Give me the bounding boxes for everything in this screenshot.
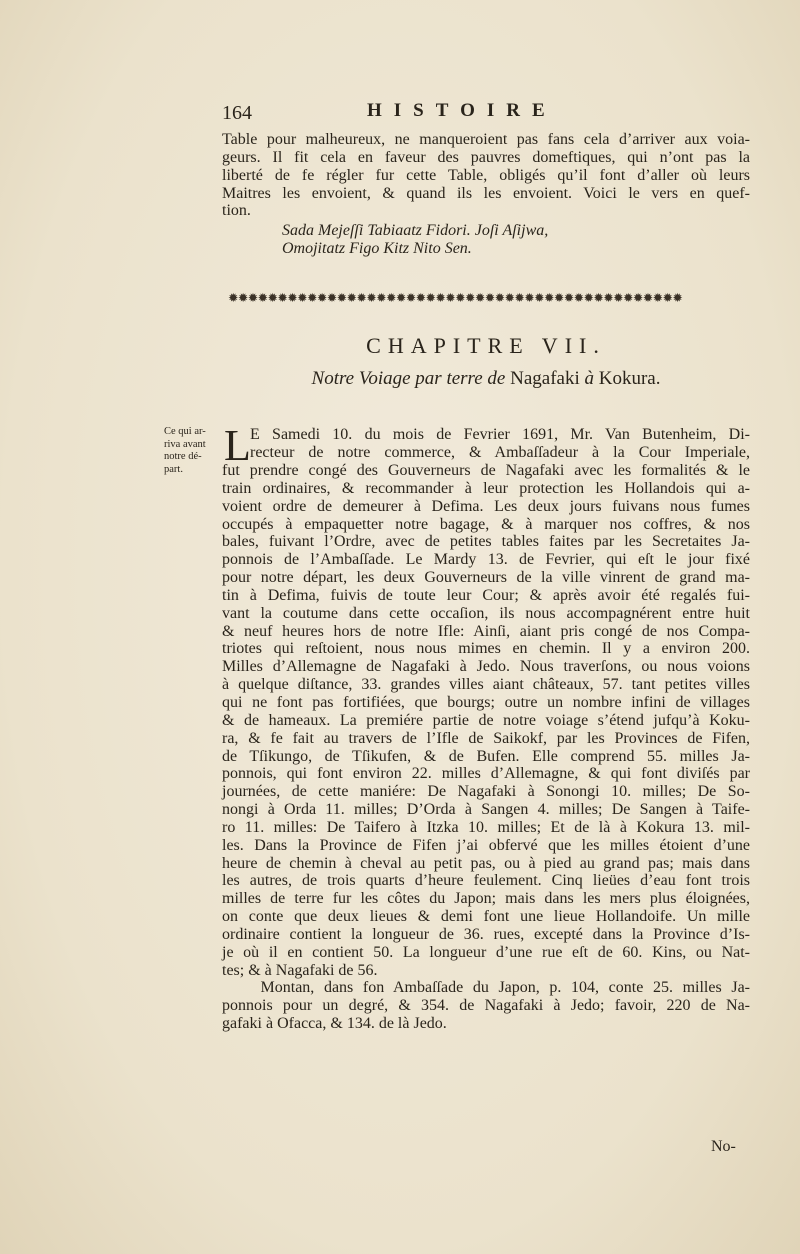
text-line: geurs. Il fit cela en faveur des pauvres domeftiques, qui n’ont pas la [222,148,750,166]
text-line: heure de chemin à cheval au petit pas, ou à pied au grand pas; mais dans [222,854,750,872]
subtitle-place-to: Kokura. [598,368,661,389]
ornament-rule: ✹✹✹✹✹✹✹✹✹✹✹✹✹✹✹✹✹✹✹✹✹✹✹✹✹✹✹✹✹✹✹✹✹✹✹✹✹✹✹✹✹✹✹✹✹✹ [228,291,683,305]
text-line: recteur de notre commerce, & Ambaſſadeur à la Cour Imperiale, [250,443,750,461]
text-line: Maitres les envoient, & quand ils les envoient. Voici le vers en quef- [222,184,750,202]
text-line: les. Dans la Province de Fifen j’ai obfervé que les milles étoient d’une [222,836,750,854]
catchword: No- [711,1138,736,1155]
text-line: tion. [222,202,251,220]
text-line: bales, fuivant l’Ordre, avec de petites tables faites par les Secretaites Ja- [222,533,750,551]
intro-paragraph [222,131,750,220]
text-line: voient ordre de demeurer à Defima. Les deux jours fuivans nous fumes [222,497,750,515]
page-number: 164 [222,102,252,124]
subtitle-place-from: Nagafaki [510,368,580,389]
text-line: tes; & à Nagafaki de 56. [222,961,378,979]
text-line: E Samedi 10. du mois de Fevrier 1691, Mr. Van Butenheim, Di- [250,426,750,443]
subtitle-connector: à [584,368,594,389]
text-line: liberté de fe régler fur cette Table, obligés qu’il font d’aller où leurs [222,166,750,184]
text-line: ro 11. milles: De Taifero à Itzka 10. milles; Et de là à Kokura 13. mil- [222,818,750,836]
text-line: train ordinaires, & recommander à leur protection les Hollandois qui a- [222,479,750,497]
running-head [222,100,762,126]
text-line: ponnois de l’Ambaſſade. Le Mardy 13. de Fevrier, qui eſt le jour fixé [222,551,750,569]
body-paragraph [222,462,750,1033]
text-line: occupés à empaquetter notre bagage, & à marquer nos coffres, & nos [222,515,750,533]
text-line: les autres, de trois quarts d’heure feulement. Cinq lieües d’eau font trois [222,872,750,890]
text-line: pour notre départ, les deux Gouverneurs de la ville vinrent de grand ma- [222,569,750,587]
text-line: à quelque diſtance, 33. grandes villes aiant châteaux, 57. tant petites villes [222,676,750,694]
text-line: je où il en contient 50. La longueur d’une rue eſt de 60. Kins, ou Nat- [222,943,750,961]
text-line: milles de terre fur les côtes du Japon; mais dans les mers plus éloignées, [222,890,750,908]
text-line: nongi à Orda 11. milles; D’Orda à Sangen 4. milles; De Sangen à Taife- [222,801,750,819]
subtitle-italic: Notre Voiage par terre de [311,368,506,389]
text-line: ponnois pour un degré, & 354. de Nagafaki à Jedo; favoir, 220 de Na- [222,997,750,1015]
text-line: de Tſikungo, de Tſikufen, & de Bufen. Elle comprend 55. milles Ja- [222,747,750,765]
verse-line: Omojitatz Figo Kitz Nito Sen. [282,240,472,257]
drop-cap: L [224,421,251,470]
verse-line: Sada Mejeſſi Tabiaatz Fidori. Joſi Aſijwa, [282,222,549,239]
text-line: on conte que deux lieues & demi font une lieue Hollandoife. Un mille [222,908,750,926]
text-line: ra, & fe fait au travers de l’Ifle de Saikokf, par les Provinces de Fifen, [222,729,750,747]
running-head-title: HISTOIRE [367,100,557,121]
chapter-subtitle [222,368,750,390]
text-line: Milles d’Allemagne de Nagafaki à Jedo. Nous traverſons, ou nous voions [222,658,750,676]
text-line: gafaki à Ofacca, & 134. de là Jedo. [222,1015,447,1033]
text-line: fut prendre congé des Gouverneurs de Nagafaki avec les formalités & le [222,462,750,479]
text-line: journées, de cette maniére: De Nagafaki à Sonongi 10. milles; De So- [222,783,750,801]
verse [282,222,548,258]
text-line: triotes qui reſtoient, nous nous mimes en chemin. Il y a environ 200. [222,640,750,658]
text-line: & de hameaux. La premiére partie de notre voiage s’étend jufqu’à Koku- [222,711,750,729]
text-line: vant la coutume dans cette occaſion, ils nous accompagnérent entre huit [222,604,750,622]
text-line: tin à Defima, fuivis de toute leur Cour; & après avoir été regalés fui- [222,586,750,604]
text-line: Table pour malheureux, ne manqueroient pas fans cela d’arriver aux voia- [222,131,750,148]
margin-note: Ce qui ar- riva avant notre dé- part. [164,426,206,475]
text-line: Montan, dans fon Ambaſſade du Japon, p. 104, conte 25. milles Ja- [222,979,750,997]
text-line: ordinaire contient la longueur de 36. rues, excepté dans la Province d’Is- [222,925,750,943]
chapter-title: CHAPITRE VII. [366,333,606,358]
opening-lines [250,426,750,462]
text-line: qui ne font pas fortifiées, que bourgs; outre un nombre infini de villages [222,693,750,711]
text-line: ponnois, qui font environ 22. milles d’Allemagne, & qui font diviſés par [222,765,750,783]
text-line: & neuf heures hors de notre Ifle: Ainſi, aiant pris congé de nos Compa- [222,622,750,640]
